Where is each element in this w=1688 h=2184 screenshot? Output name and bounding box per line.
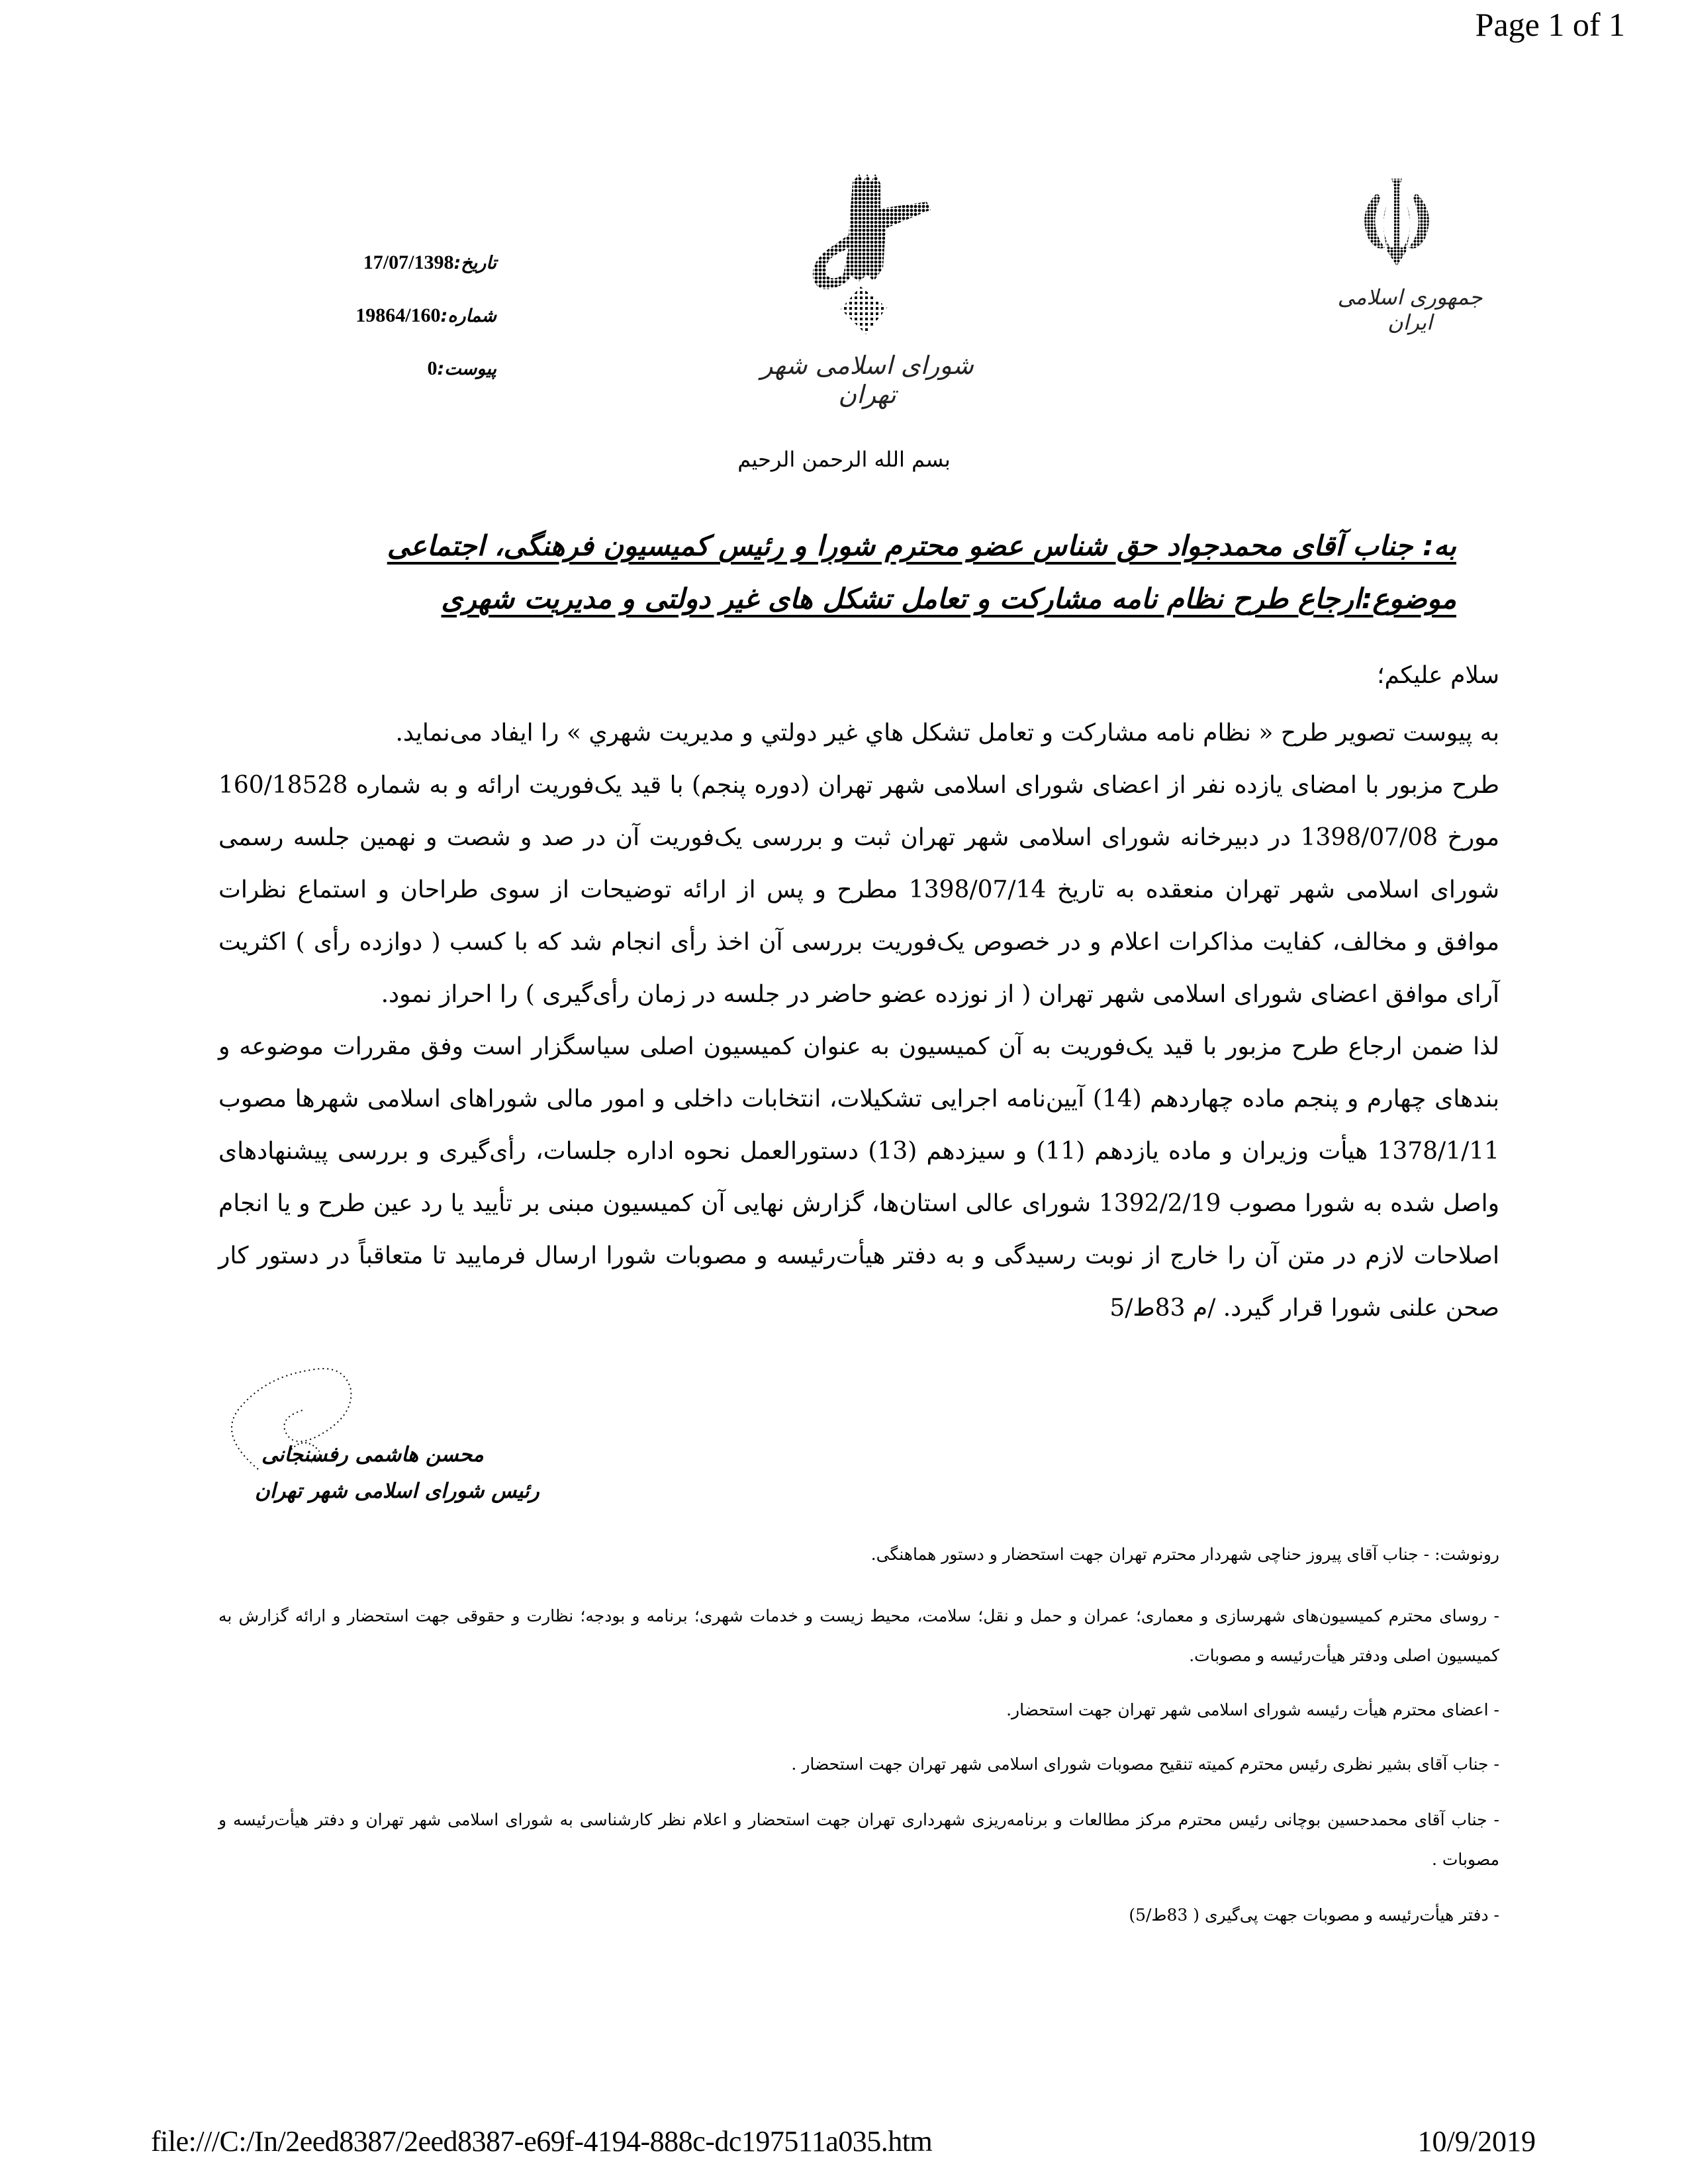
- date-label: تاریخ:: [453, 253, 496, 273]
- signatory-name: محسن هاشمی رفسنجانی: [261, 1443, 484, 1467]
- cc-item: - جناب آقای محمدحسین بوچانی رئیس محترم مرکز مطالعات و برنامه‌ریزی شهرداری تهران جهت استحضار و اعلام نظر کارشناسی به شورای اسلامی شهر تهران و دفتر هیأت‌رئیسه و مصوبات .: [218, 1810, 1499, 1869]
- page-indicator: Page 1 of 1: [1475, 6, 1625, 43]
- recipient-line: به: جناب آقای محمدجواد حق شناس عضو محترم شورا و رئیس کمیسیون فرهنگی، اجتماعی: [387, 529, 1456, 562]
- council-caption: شورای اسلامی شهر تهران: [761, 351, 974, 409]
- cc-item: [218, 1535, 1499, 1574]
- cc-item: - جناب آقای بشیر نظری رئیس محترم کمیته تنقیح مصوبات شورای اسلامی شهر تهران جهت استحضار .: [791, 1754, 1499, 1774]
- cc-list: [218, 1535, 1499, 1933]
- cc-label: رونوشت:: [1434, 1545, 1499, 1564]
- signatory-title: رئیس شورای اسلامی شهر تهران: [255, 1479, 539, 1503]
- letter-date: [278, 251, 496, 274]
- cc-item-text: - جناب آقای پیروز حناچی شهردار محترم تهران جهت استحضار و دستور هماهنگی.: [870, 1545, 1430, 1564]
- date-value: 17/07/1398: [363, 251, 454, 273]
- subject-line: موضوع:ارجاع طرح نظام نامه مشارکت و تعامل تشکل های غیر دولتی و مدیریت شهری: [441, 582, 1456, 615]
- cc-item: - دفتر هیأت‌رئیسه و مصوبات جهت پی‌گیری ( 83ط/5): [1129, 1905, 1499, 1925]
- cc-item: - روسای محترم کمیسیون‌های شهرسازی و معماری؛ عمران و حمل و نقل؛ سلامت، محیط زیست و خدمات شهری؛ برنامه و بودجه؛ نظارت و حقوقی جهت استحضار و ارائه گزارش به کمیسیون اصلی ودفتر هیأت‌رئیسه و مصوبات.: [218, 1606, 1499, 1665]
- bismillah: بسم الله الرحمن الرحیم: [737, 447, 951, 472]
- letter-number: [278, 304, 496, 327]
- number-label: شماره:: [440, 306, 496, 326]
- number-value: 19864/160: [355, 304, 441, 326]
- greeting: سلام علیکم؛: [1377, 662, 1499, 689]
- body-paragraph: به پیوست تصویر طرح « نظام نامه مشارکت و تعامل تشکل هاي غير دولتي و مديريت شهري » را ایفاد می‌نماید.: [395, 719, 1499, 747]
- attachment-value: 0: [427, 357, 438, 379]
- tehran-council-logo-icon: [774, 169, 966, 354]
- iran-emblem-icon: [1350, 173, 1443, 273]
- body-paragraph: طرح مزبور با امضای یازده نفر از اعضای شورای اسلامی شهر تهران (دوره پنجم) با قید یک‌فوریت ارائه و به شماره 160/18528 مورخ 1398/07/08 در دبیرخانه شورای اسلامی شهر تهران ثبت و بررسی یک‌فوریت آن در صد و شصت و نهمین جلسه رسمی شورای اسلامی شهر تهران منعقده به تاریخ 1398/07/14 مطرح و پس از ارائه توضیحات از سوی طراحان و استماع نظرات موافق و مخالف، کفایت مذاکرات اعلام و در خصوص یک‌فوریت بررسی آن اخذ رأی انجام شد که با کسب ( دوازده رأی ) اکثریت آرای موافق اعضای شورای اسلامی شهر تهران ( از نوزده عضو حاضر در جلسه در زمان رأی‌گیری ) را احراز نمود.: [218, 772, 1499, 1008]
- body-paragraph: لذا ضمن ارجاع طرح مزبور با قید یک‌فوریت به آن کمیسیون به عنوان کمیسیون اصلی سیاسگزار است وفق مقررات موضوعه و بندهای چهارم و پنجم ماده چهاردهم (14) آیین‌نامه اجرایی تشکیلات، انتخابات داخلی و امور مالی شوراهای اسلامی شهرها مصوب 1378/1/11 هیأت وزیران و ماده یازدهم (11) و سیزدهم (13) دستورالعمل نحوه اداره جلسات، رأی‌گیری و بررسی پیشنهادهای واصل شده به شورا مصوب 1392/2/19 شورای عالی استان‌ها، گزارش نهایی آن کمیسیون مبنی بر تأیید یا رد عین طرح و یا انجام اصلاحات لازم در متن آن را خارج از نوبت رسیدگی و به دفتر هیأت‌رئیسه و مصوبات شورا ارسال فرمایید تا متعاقباً در دستور کار صحن علنی شورا قرار گیرد. /م 83ط/5: [218, 1033, 1500, 1322]
- letter-body: [218, 707, 1499, 1334]
- print-date: 10/9/2019: [1417, 2125, 1536, 2158]
- attachment-label: پیوست:: [437, 359, 496, 379]
- cc-item: - اعضای محترم هیأت رئیسه شورای اسلامی شهر تهران جهت استحضار.: [1006, 1700, 1499, 1719]
- emblem-caption: جمهوری اسلامی ایران: [1337, 285, 1483, 335]
- letter-attachment: [278, 357, 496, 380]
- file-path: file:///C:/In/2eed8387/2eed8387-e69f-4194-888c-dc197511a035.htm: [151, 2125, 933, 2158]
